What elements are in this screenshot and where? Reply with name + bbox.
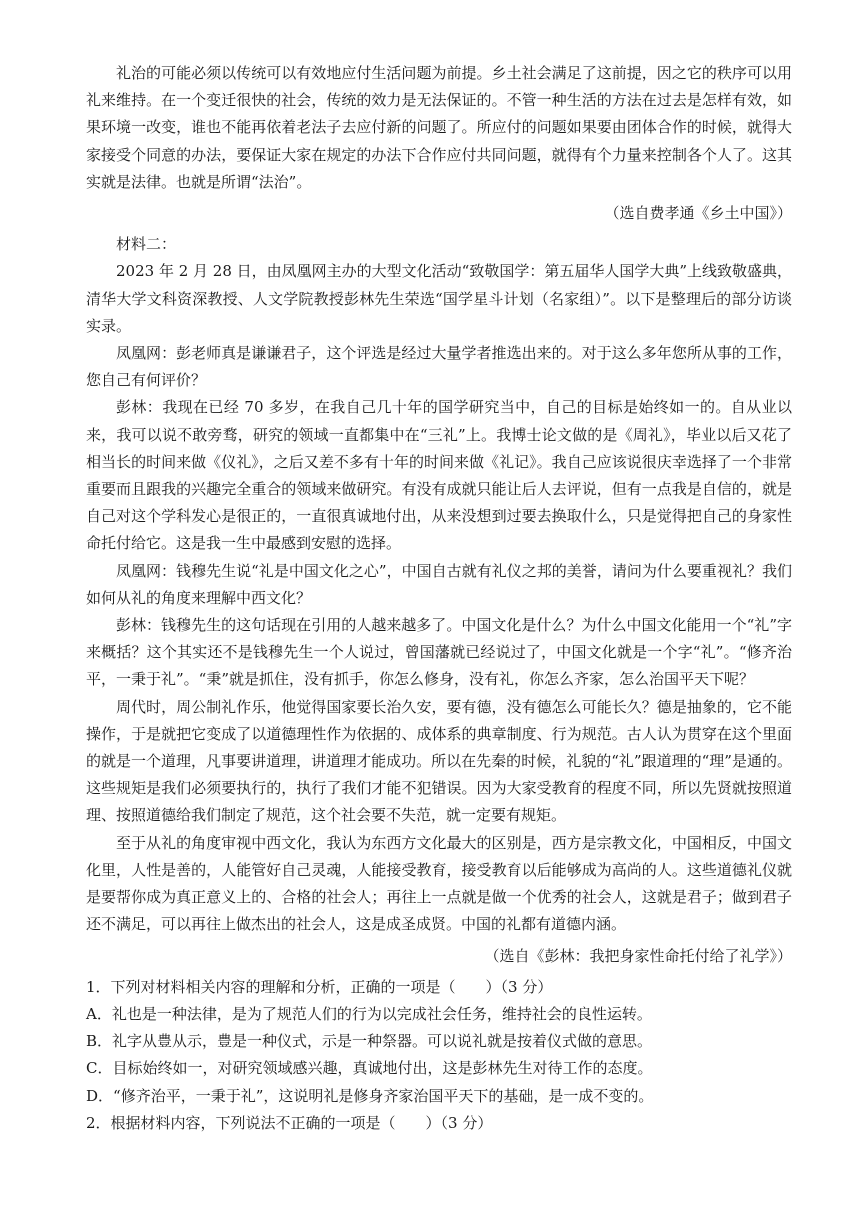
question-1-option-a: A．礼也是一种法律，是为了规范人们的行为以完成社会任务，维持社会的良性运转。	[86, 1004, 652, 1023]
material2-label: 材料二：	[116, 235, 177, 254]
material2-paragraph-question-1: 凤凰网：彭老师真是谦谦君子，这个评选是经过大量学者推选出来的。对于这么多年您所从事的工作，您自己有何评价？	[86, 344, 792, 390]
question-2-stem: 2．根据材料内容，下列说法不正确的一项是（ ）（3 分）	[86, 1113, 493, 1132]
material1-paragraph: 礼治的可能必须以传统可以有效地应付生活问题为前提。乡土社会满足了这前提，因之它的秩序可以用礼来维持。在一个变迁很快的社会，传统的效力是无法保证的。不管一种生活的方法在过去是怎样有效，如果环境一改变，谁也不能再依着老法子去应付新的问题了。所应付的问题如果要由团体合作的时候，就得大家接受个同意的办法，要保证大家在规定的办法下合作应付共同问题，就得有个力量来控制各个人了。这其实就是法律。也就是所谓“法治”。	[86, 64, 792, 191]
question-1-option-c: C．目标始终如一，对研究领域感兴趣，真诚地付出，这是彭林先生对待工作的态度。	[86, 1059, 653, 1078]
material2-paragraph-intro: 2023 年 2 月 28 日，由凤凰网主办的大型文化活动“致敬国学：第五届华人国学大典”上线致敬盛典，清华大学文科资深教授、人文学院教授彭林先生荣选“国学星斗计划（名家组）”。以下是整理后的部分访谈实录。	[86, 262, 792, 335]
material2-paragraph-answer-1: 彭林：我现在已经 70 多岁，在我自己几十年的国学研究当中，自己的目标是始终如一的。自从业以来，我可以说不敢旁骛，研究的领域一直都集中在“三礼”上。我博士论文做的是《周礼》，毕业以后又花了相当长的时间来做《仪礼》，之后又差不多有十年的时间来做《礼记》。我自己应该说很庆幸选择了一个非常重要而且跟我的兴趣完全重合的领域来做研究。有没有成就只能让后人去评说，但有一点我是自信的，就是自己对这个学科发心是很正的，一直很真诚地付出，从来没想到过要去换取什么，只是觉得把自己的身家性命托付给它。这是我一生中最感到安慰的选择。	[86, 398, 792, 553]
material2-paragraph-answer-3: 周代时，周公制礼作乐，他觉得国家要长治久安，要有德，没有德怎么可能长久？德是抽象的，它不能操作，于是就把它变成了以道德理性作为依据的、成体系的典章制度、行为规范。古人认为贯穿在这个里面的就是一个道理，凡事要讲道理，讲道理才能成功。所以在先秦的时候，礼貌的“礼”跟道理的“理”是通的。这些规矩是我们必须要执行的，执行了我们才能不犯错误。因为大家受教育的程度不同，所以先贤就按照道理、按照道德给我们制定了规范，这个社会要不失范，就一定要有规矩。	[86, 697, 792, 825]
question-1-option-b: B．礼字从豊从示，豊是一种仪式，示是一种祭器。可以说礼就是按着仪式做的意思。	[86, 1032, 653, 1051]
material2-paragraph-answer-2: 彭林：钱穆先生的这句话现在引用的人越来越多了。中国文化是什么？为什么中国文化能用一个“礼”字来概括？这个其实还不是钱穆先生一个人说过，曾国藩就已经说过了，中国文化就是一个字“礼”。“修齐治平，一秉于礼”。“秉”就是抓住，没有抓手，你怎么修身，没有礼，你怎么齐家，怎么治国平天下呢？	[86, 616, 792, 689]
question-1-stem: 1．下列对材料相关内容的理解和分析，正确的一项是（ ）（3 分）	[86, 977, 553, 996]
document-page	[86, 60, 792, 1137]
material2-paragraph-question-2: 凤凰网：钱穆先生说“礼是中国文化之心”，中国自古就有礼仪之邦的美誉，请问为什么要重视礼？我们如何从礼的角度来理解中西文化？	[86, 561, 792, 607]
question-1-option-d: D．“修齐治平，一秉于礼”，这说明礼是修身齐家治国平天下的基础，是一成不变的。	[86, 1086, 654, 1105]
material1-source: （选自费孝通《乡土中国》）	[604, 204, 792, 223]
material2-source: （选自《彭林：我把身家性命托付给了礼学》）	[484, 946, 792, 965]
material2-paragraph-answer-4: 至于从礼的角度审视中西文化，我认为东西方文化最大的区别是，西方是宗教文化，中国相反，中国文化里，人性是善的，人能管好自己灵魂，人能接受教育，接受教育以后能够成为高尚的人。这些道德礼仪就是要帮你成为真正意义上的、合格的社会人；再往上一点就是做一个优秀的社会人，这就是君子；做到君子还不满足，可以再往上做杰出的社会人，这是成圣成贤。中国的礼都有道德内涵。	[86, 833, 792, 934]
